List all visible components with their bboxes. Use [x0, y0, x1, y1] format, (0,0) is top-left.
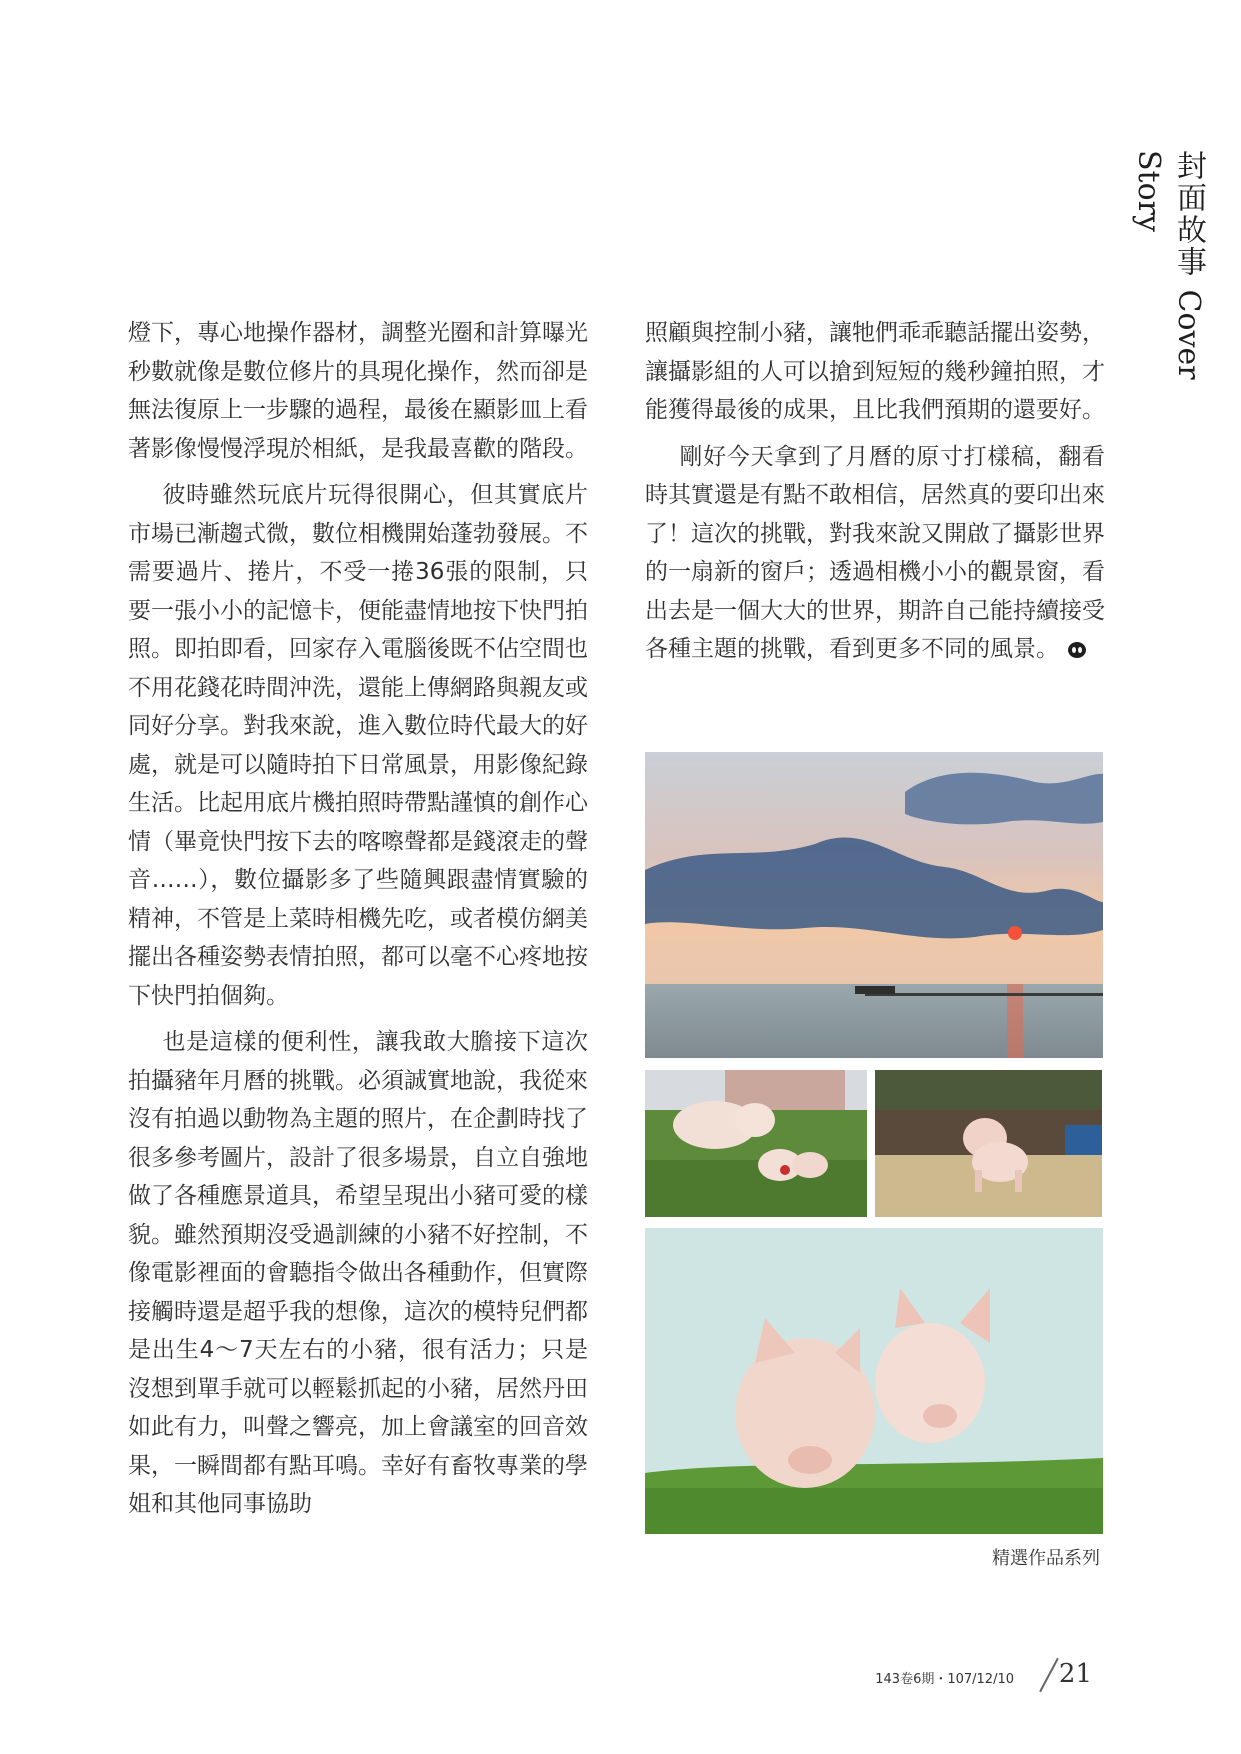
paragraph: 也是這樣的便利性，讓我敢大膽接下這次拍攝豬年月曆的挑戰。必須誠實地說，我從來沒有拍過以動物為主題的照片，在企劃時找了很多參考圖片，設計了很多場景，自立自強地做了各種應景道具，希望呈現出小豬可愛的樣貌。雖然預期沒受過訓練的小豬不好控制，不像電影裡面的會聽指令做出各種動作，但實際接觸時還是超乎我的想像，這次的模特兒們都是出生4～7天左右的小豬，很有活力；只是沒想到單手就可以輕鬆抓起的小豬，居然丹田如此有力，叫聲之響亮，加上會議室的回音效果，一瞬間都有點耳鳴。幸好有畜牧專業的學姐和其他同事協助 [128, 1029, 588, 1517]
piglets-grass-photo [645, 1070, 867, 1217]
pig-snout-icon [1067, 641, 1087, 659]
piglets-on-grass-image [645, 1070, 867, 1217]
paragraph: 彼時雖然玩底片玩得很開心，但其實底片市場已漸趨式微，數位相機開始蓬勃發展。不需要過片、捲片，不受一捲36張的限制，只要一張小小的記憶卡，便能盡情地按下快門拍照。即拍即看，回家存入電腦後既不佔空間也不用花錢花時間沖洗，還能上傳網路與親友或同好分享。對我來說，進入數位時代最大的好處，就是可以隨時拍下日常風景，用影像紀錄生活。比起用底片機拍照時帶點謹慎的創作心情（畢竟快門按下去的喀嚓聲都是錢滾走的聲音……），數位攝影多了些隨興跟盡情實驗的精神，不管是上菜時相機先吃，或者模仿網美擺出各種姿勢表情拍照，都可以毫不心疼地按下快門拍個夠。 [128, 482, 588, 1009]
sunset-sea-photo [645, 752, 1103, 1058]
section-title-zh: 封面故事 [1171, 150, 1206, 278]
paragraph-text: 剛好今天拿到了月曆的原寸打樣稿，翻看時其實還是有點不敢相信，居然真的要印出來了！這次的挑戰，對我來說又開啟了攝影世界的一扇新的窗戶；透過相機小小的觀景窗，看出去是一個大大的世界，期許自己能持續接受各種主題的挑戰，看到更多不同的風景。 [645, 443, 1105, 662]
sunset-over-sea-image [645, 752, 1103, 1058]
left-text-column [128, 314, 588, 1532]
two-piglets-image [645, 1228, 1103, 1534]
right-text-column [645, 314, 1105, 677]
piglet-on-straw-image [875, 1070, 1102, 1217]
issue-info: 143卷6期・107/12/10 [875, 1672, 1014, 1687]
section-title-en: Cover Story [1131, 150, 1206, 380]
section-title [1131, 150, 1210, 450]
divider [1039, 1658, 1059, 1692]
photo-caption: 精選作品系列 [992, 1548, 1100, 1569]
two-piglets-photo [645, 1228, 1103, 1534]
piglet-straw-photo [875, 1070, 1102, 1217]
paragraph: 照顧與控制小豬，讓牠們乖乖聽話擺出姿勢，讓攝影組的人可以搶到短短的幾秒鐘拍照，才能獲得最後的成果，且比我們預期的還要好。 [645, 320, 1105, 423]
paragraph: 燈下，專心地操作器材，調整光圈和計算曝光秒數就像是數位修片的具現化操作，然而卻是無法復原上一步驟的過程，最後在顯影皿上看著影像慢慢浮現於相紙，是我最喜歡的階段。 [128, 320, 588, 462]
page-footer [860, 1656, 1110, 1696]
paragraph [645, 438, 1105, 669]
page-number: 21 [1058, 1659, 1092, 1689]
